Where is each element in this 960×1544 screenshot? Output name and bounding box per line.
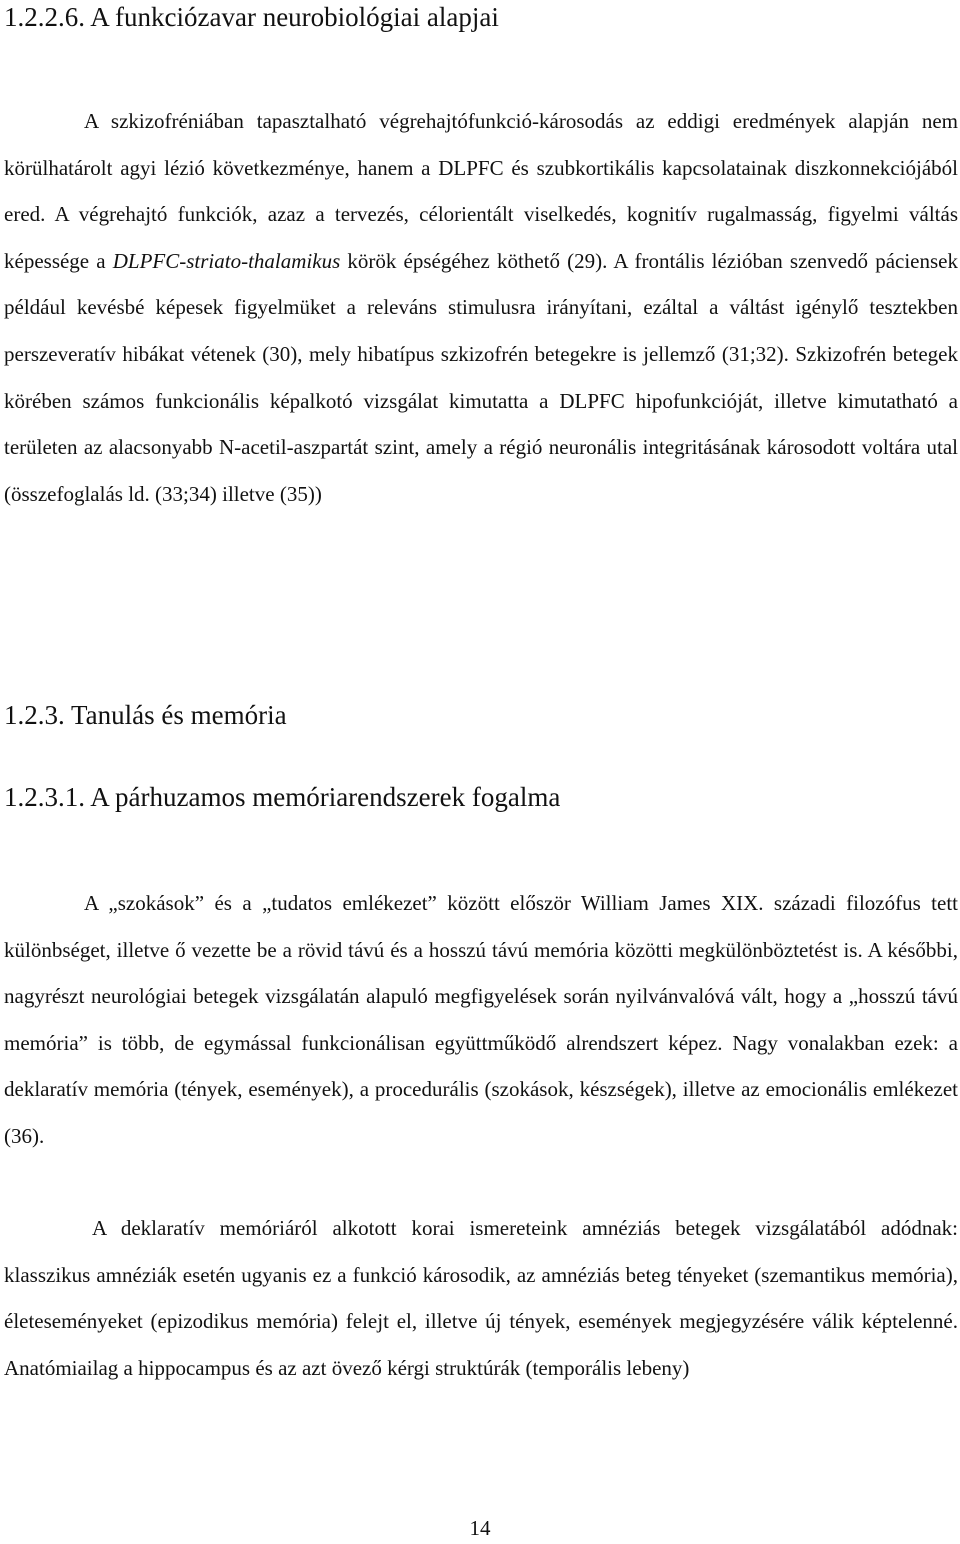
body-paragraph: A deklaratív memóriáról alkotott korai ismereteink amnéziás betegek vizsgálatából adódnak: klasszikus amnéziák esetén ugyanis ez a funkció károsodik, az amnéziás beteg tényeket (szemantikus memória), életeseményeket (epizodikus memória) felejt el, illetve új tények, események megjegyzésére válik képtelenné. Anatómiailag a hippocampus és az azt övező kérgi struktúrák (temporális lebeny): [4, 1216, 958, 1380]
body-paragraph: [4, 98, 958, 517]
section-heading-1-2-3: 1.2.3. Tanulás és memória: [4, 700, 287, 730]
page-number: 14: [469, 1516, 491, 1540]
section-heading-1-2-2-6: 1.2.2.6. A funkciózavar neurobiológiai alapjai: [4, 2, 499, 32]
paragraph-text-end: körök épségéhez köthető (29). A frontális lézióban szenvedő páciensek például kevésbé képesek figyelmüket a releváns stimulusra irányítani, ezáltal a váltást igénylő tesztekben perszeveratív hibákat vétenek (30), mely hibatípus szkizofrén betegekre is jellemző (31;32). Szkizofrén betegek körében számos funkcionális képalkotó vizsgálat kimutatta a DLPFC hipofunkcióját, illetve kimutatható a területen az alacsonyabb N-acetil-aszpartát szint, amely a régió neuronális integritásának károsodott voltára utal (összefoglalás ld. (33;34) illetve (35)): [4, 248, 958, 506]
section-heading-1-2-3-1: 1.2.3.1. A párhuzamos memóriarendszerek fogalma: [4, 782, 561, 812]
paragraph-text-start: A szkizofréniában tapasztalható végrehajtófunkció-károsodás az eddigi eredmények alapján nem körülhatárolt agyi lézió következménye, hanem a DLPFC és szubkortikális kapcsolatainak diszkonnekciójából ered. A végrehajtó funkciók, azaz a tervezés, célorientált viselkedés, kognitív rugalmasság, figyelmi váltás képessége a: [4, 109, 958, 273]
italic-term: DLPFC-striato-thalamikus: [112, 248, 341, 273]
body-paragraph: A „szokások” és a „tudatos emlékezet” között először William James XIX. századi filozófus tett különbséget, illetve ő vezette be a rövid távú és a hosszú távú memória közötti megkülönböztetést is. A későbbi, nagyrészt neurológiai betegek vizsgálatán alapuló megfigyelések során nyilvánvalóvá vált, hogy a „hosszú távú memória” is több, de egymással funkcionálisan együttműködő alrendszert képez. Nagy vonalakban ezek: a deklaratív memória (tények, események), a procedurális (szokások, készségek), illetve az emocionális emlékezet (36).: [4, 891, 958, 1148]
